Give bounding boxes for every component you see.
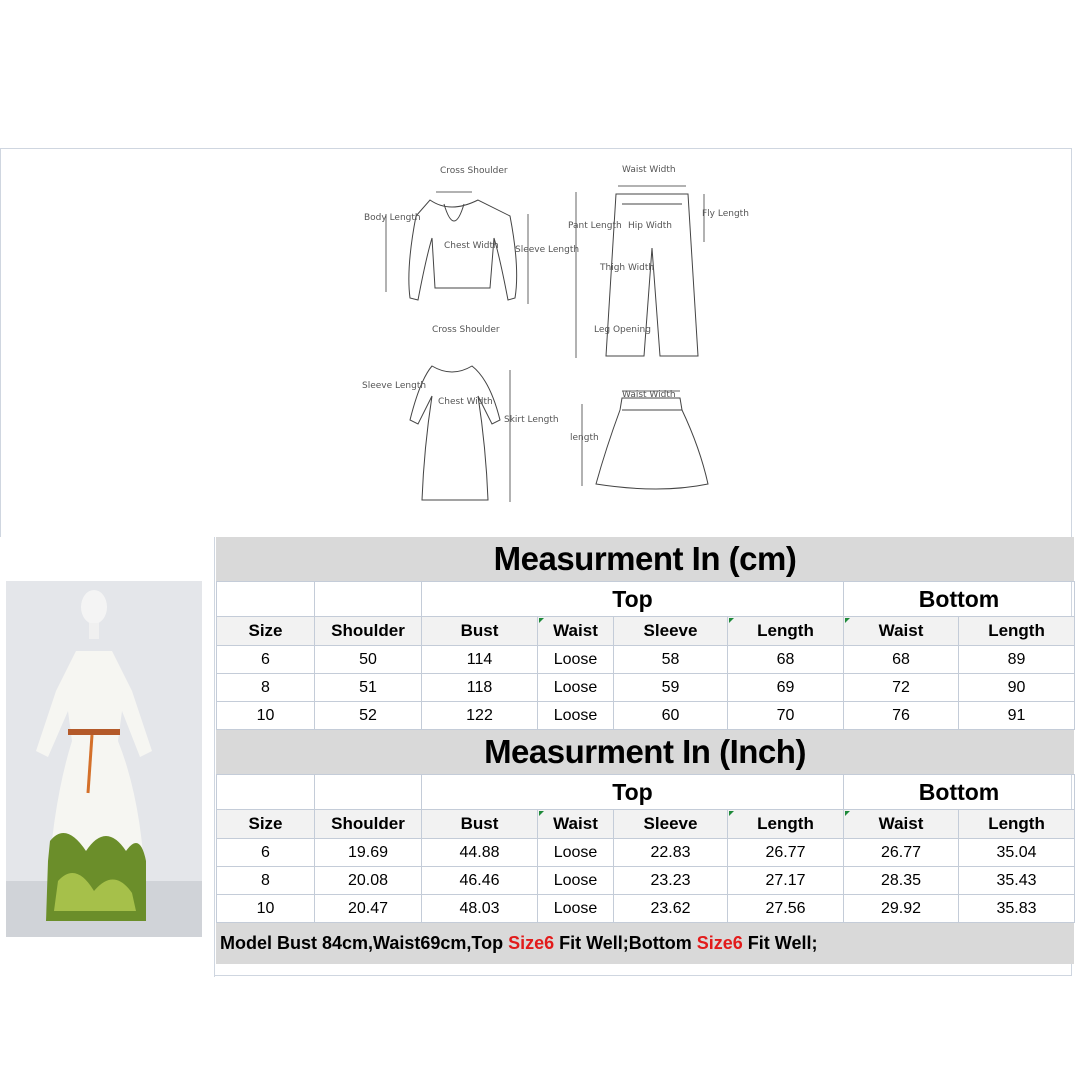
cm-header-row: [217, 617, 1075, 646]
cell: 35.04: [959, 839, 1075, 867]
cell: 23.23: [614, 867, 728, 895]
cell: 26.77: [844, 839, 959, 867]
table-row: [217, 839, 1075, 867]
cell: 122: [422, 702, 538, 730]
label-skirt-length: Skirt Length: [504, 415, 559, 425]
cell: 35.43: [959, 867, 1075, 895]
inch-header-bottom-length: Length: [959, 810, 1075, 839]
cell: 28.35: [844, 867, 959, 895]
cm-group-top: Top: [422, 582, 844, 617]
label-dress-cross-shoulder: Cross Shoulder: [432, 325, 500, 335]
cell: Loose: [538, 895, 614, 923]
cm-header-bottom-waist: Waist: [844, 617, 959, 646]
label-leg-opening: Leg Opening: [594, 325, 651, 335]
inch-header-sleeve: Sleeve: [614, 810, 728, 839]
inch-header-waist: Waist: [538, 810, 614, 839]
cm-header-bust: Bust: [422, 617, 538, 646]
cell: 27.56: [728, 895, 844, 923]
cell: 52: [315, 702, 422, 730]
inch-header-size: Size: [217, 810, 315, 839]
inch-header-length: Length: [728, 810, 844, 839]
cell: 6: [217, 646, 315, 674]
cm-header-sleeve: Sleeve: [614, 617, 728, 646]
cell: Loose: [538, 867, 614, 895]
cell: 76: [844, 702, 959, 730]
cell: 6: [217, 839, 315, 867]
cell: 91: [959, 702, 1075, 730]
cell: 72: [844, 674, 959, 702]
cell: 50: [315, 646, 422, 674]
cell: 27.17: [728, 867, 844, 895]
cell: 60: [614, 702, 728, 730]
note-text: Fit Well;: [742, 933, 818, 953]
cell: Loose: [538, 646, 614, 674]
model-dress-photo: [6, 581, 202, 937]
label-sleeve-length: Sleeve Length: [515, 245, 580, 255]
cell: 58: [614, 646, 728, 674]
cell: 26.77: [728, 839, 844, 867]
cell: 35.83: [959, 895, 1075, 923]
garment-sketches: [360, 158, 749, 508]
cm-header-bottom-length: Length: [959, 617, 1075, 646]
cm-header-waist: Waist: [538, 617, 614, 646]
cell: 118: [422, 674, 538, 702]
table-row: [217, 895, 1075, 923]
inch-group-row: [217, 775, 1075, 810]
cell: 46.46: [422, 867, 538, 895]
cell: Loose: [538, 674, 614, 702]
label-fly-length: Fly Length: [702, 209, 749, 219]
inch-header-row: [217, 810, 1075, 839]
inch-header-bust: Bust: [422, 810, 538, 839]
note-bottom-size: Size6: [696, 933, 743, 953]
inch-group-top: Top: [422, 775, 844, 810]
cell: 19.69: [315, 839, 422, 867]
cell: 23.62: [614, 895, 728, 923]
cm-group-blank: [315, 582, 422, 617]
label-dress-chest-width: Chest Width: [438, 397, 493, 407]
cell: 8: [217, 674, 315, 702]
inch-size-table: [216, 774, 1075, 923]
cell: 20.47: [315, 895, 422, 923]
cell: 90: [959, 674, 1075, 702]
table-row: [217, 867, 1075, 895]
note-text: Model Bust 84cm,Waist69cm,Top: [220, 933, 509, 953]
table-row: [217, 646, 1075, 674]
product-photo-panel: [0, 537, 215, 977]
table-row: [217, 702, 1075, 730]
cm-size-table: [216, 581, 1075, 730]
cell: Loose: [538, 839, 614, 867]
label-cross-shoulder: Cross Shoulder: [440, 166, 508, 176]
cell: 48.03: [422, 895, 538, 923]
cell: 114: [422, 646, 538, 674]
cm-header-size: Size: [217, 617, 315, 646]
cm-table-title: Measurment In (cm): [216, 537, 1074, 581]
label-pant-length: Pant Length: [568, 221, 622, 231]
label-body-length: Body Length: [364, 213, 421, 223]
model-fit-note: [216, 923, 1074, 964]
cell: 68: [728, 646, 844, 674]
size-chart: [216, 537, 1074, 964]
label-thigh-width: Thigh Width: [600, 263, 655, 273]
cell: 89: [959, 646, 1075, 674]
label-waist-width: Waist Width: [622, 165, 676, 175]
cm-group-row: [217, 582, 1075, 617]
cell: 68: [844, 646, 959, 674]
inch-header-bottom-waist: Waist: [844, 810, 959, 839]
inch-header-shoulder: Shoulder: [315, 810, 422, 839]
label-skirt-length-short: length: [570, 433, 599, 443]
measurement-diagram: [360, 158, 749, 508]
cell: 59: [614, 674, 728, 702]
cell: 70: [728, 702, 844, 730]
cm-header-length: Length: [728, 617, 844, 646]
note-text: Fit Well;Bottom: [554, 933, 697, 953]
cell: 51: [315, 674, 422, 702]
cell: Loose: [538, 702, 614, 730]
cm-header-shoulder: Shoulder: [315, 617, 422, 646]
cell: 44.88: [422, 839, 538, 867]
label-hip-width: Hip Width: [628, 221, 672, 231]
cell: 20.08: [315, 867, 422, 895]
label-dress-sleeve-length: Sleeve Length: [362, 381, 427, 391]
cell: 8: [217, 867, 315, 895]
cell: 22.83: [614, 839, 728, 867]
inch-group-blank: [315, 775, 422, 810]
inch-table-title: Measurment In (Inch): [216, 730, 1074, 774]
cm-group-blank: [217, 582, 315, 617]
cell: 10: [217, 702, 315, 730]
cell: 29.92: [844, 895, 959, 923]
label-chest-width: Chest Width: [444, 241, 499, 251]
cm-group-bottom: Bottom: [844, 582, 1075, 617]
table-row: [217, 674, 1075, 702]
label-skirt-waist-width: Waist Width: [622, 390, 676, 400]
cell: 10: [217, 895, 315, 923]
cell: 69: [728, 674, 844, 702]
note-top-size: Size6: [508, 933, 555, 953]
inch-group-bottom: Bottom: [844, 775, 1075, 810]
inch-group-blank: [217, 775, 315, 810]
